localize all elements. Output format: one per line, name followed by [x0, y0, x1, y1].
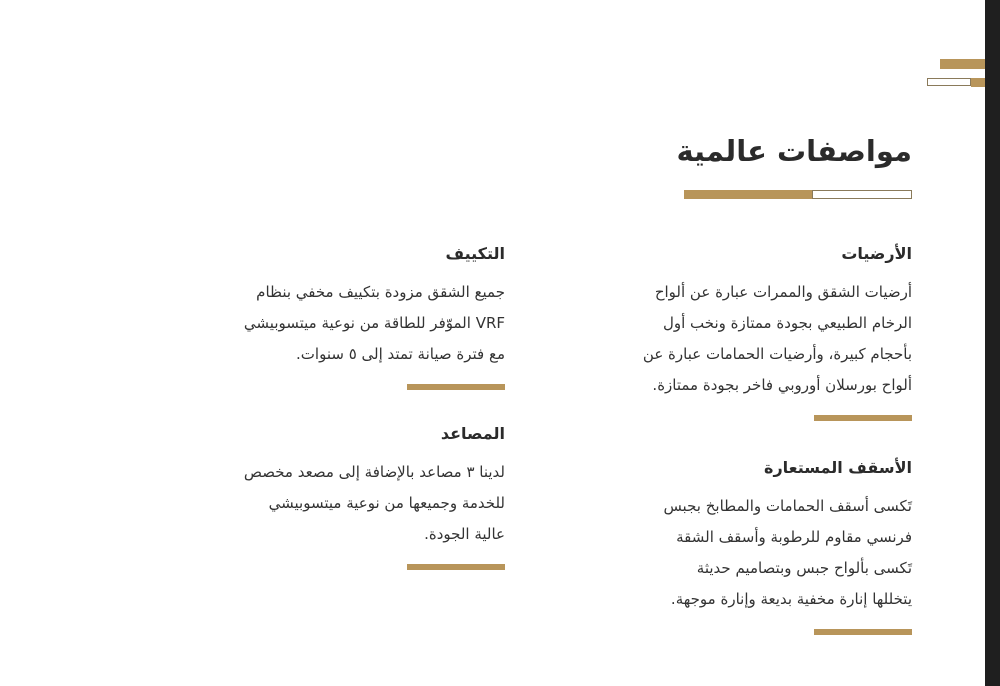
side-strip	[985, 0, 1000, 686]
section-heading: التكييف	[445, 244, 505, 263]
section-floors	[582, 244, 912, 421]
body-line: بأحجام كبيرة، وأرضيات الحمامات عبارة عن	[642, 345, 912, 363]
body-line: الرخام الطبيعي بجودة ممتازة ونخب أول	[662, 314, 912, 332]
body-line: جميع الشقق مزودة بتكييف مخفي بنظام	[256, 283, 505, 301]
section-ceilings	[582, 458, 912, 635]
section-heading: الأسقف المستعارة	[764, 458, 912, 477]
section-heading: الأرضيات	[841, 244, 912, 263]
body-line: للخدمة وجميعها من نوعية ميتسوبيشي	[268, 494, 505, 512]
body-line: ألواح بورسلان أوروبي فاخر بجودة ممتازة.	[652, 376, 912, 394]
divider	[814, 415, 912, 421]
body-line: فرنسي مقاوم للرطوبة وأسقف الشقة	[676, 528, 912, 546]
divider	[407, 564, 505, 570]
divider	[814, 629, 912, 635]
body-line: لدينا ٣ مصاعد بالإضافة إلى مصعد مخصص	[243, 463, 505, 481]
body-line: تَكسى بألواح جبس وبتصاميم حديثة	[696, 559, 912, 577]
body-line: أرضيات الشقق والممرات عبارة عن ألواح	[654, 283, 912, 301]
body-line: تَكسى أسقف الحمامات والمطابخ بجبس	[663, 497, 912, 515]
divider	[407, 384, 505, 390]
title-underline	[684, 190, 912, 199]
decor-bar	[940, 59, 985, 69]
decor-bar-outline	[927, 78, 971, 86]
body-line: مع فترة صيانة تمتد إلى ٥ سنوات.	[296, 345, 505, 363]
section-ac	[175, 244, 505, 390]
body-line: VRF الموّفر للطاقة من نوعية ميتسوبيشي	[243, 314, 505, 332]
body-line: عالية الجودة.	[424, 525, 505, 543]
decor-bar	[971, 78, 985, 87]
body-line: يتخللها إنارة مخفية بديعة وإنارة موجهة.	[670, 590, 912, 608]
section-heading: المصاعد	[440, 424, 505, 443]
page-title: مواصفات عالمية	[676, 134, 912, 168]
section-elevators	[175, 424, 505, 570]
